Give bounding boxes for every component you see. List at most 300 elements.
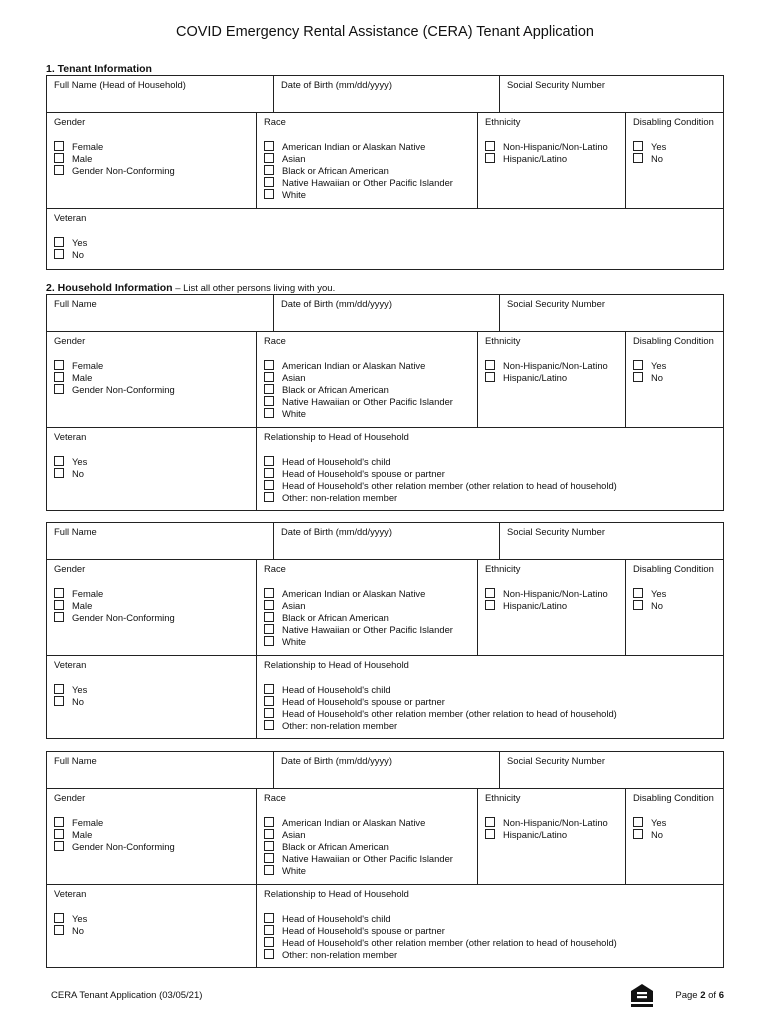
ethnicity-option[interactable] (485, 828, 625, 840)
checkbox[interactable] (264, 636, 274, 646)
veteran-row (47, 428, 723, 510)
gender-group (47, 332, 256, 427)
checkbox[interactable] (264, 865, 274, 875)
gender-options (54, 816, 256, 852)
relationship-option[interactable] (264, 707, 723, 719)
relationship-group-label: Relationship to Head of Household (264, 888, 409, 899)
gender-option[interactable] (54, 816, 256, 828)
checkbox[interactable] (264, 396, 274, 406)
checkbox[interactable] (54, 913, 64, 923)
equal-housing-logo (629, 983, 655, 1009)
checkbox[interactable] (485, 817, 495, 827)
option-label: Black or African American (282, 840, 389, 852)
yesno-option[interactable] (54, 912, 256, 924)
section-heading-text: 1. Tenant Information (46, 63, 152, 75)
identity-row (47, 76, 723, 113)
race-option[interactable] (264, 371, 477, 383)
option-label: White (282, 407, 306, 419)
full-name-field[interactable] (47, 76, 273, 112)
disabling-condition-group-label: Disabling Condition (633, 792, 714, 803)
race-option[interactable] (264, 140, 477, 152)
option-label: No (72, 924, 84, 936)
checkbox[interactable] (264, 588, 274, 598)
ethnicity-group (477, 560, 625, 655)
race-option[interactable] (264, 152, 477, 164)
date-of-birth-field[interactable] (273, 523, 499, 559)
option-label: Female (72, 359, 104, 371)
checkbox[interactable] (54, 841, 64, 851)
yesno-options (633, 140, 723, 164)
option-label: Black or African American (282, 164, 389, 176)
ethnicity-option[interactable] (485, 152, 625, 164)
option-label: Other: non-relation member (282, 719, 398, 731)
yesno-option[interactable] (633, 599, 723, 611)
option-label: Native Hawaiian or Other Pacific Islander (282, 176, 453, 188)
option-label: No (72, 695, 84, 707)
race-option[interactable] (264, 816, 477, 828)
gender-option[interactable] (54, 840, 256, 852)
option-label: Head of Household's spouse or partner (282, 467, 445, 479)
checkbox[interactable] (485, 360, 495, 370)
checkbox[interactable] (264, 189, 274, 199)
disabling-condition-group (625, 332, 723, 427)
relationship-option[interactable] (264, 912, 723, 924)
full-name-field[interactable] (47, 295, 273, 331)
option-label: Male (72, 152, 93, 164)
yesno-options (54, 455, 256, 479)
checkbox[interactable] (264, 817, 274, 827)
option-label: Other: non-relation member (282, 948, 398, 960)
date-of-birth-field-label: Date of Birth (mm/dd/yyyy) (281, 755, 392, 766)
race-option[interactable] (264, 852, 477, 864)
relationship-option[interactable] (264, 491, 723, 503)
option-label: Native Hawaiian or Other Pacific Islander (282, 623, 453, 635)
checkbox[interactable] (264, 492, 274, 502)
option-label: Yes (72, 455, 88, 467)
ssn-field[interactable] (499, 295, 723, 331)
gender-group-label: Gender (54, 563, 86, 574)
checkbox[interactable] (54, 600, 64, 610)
option-label: Hispanic/Latino (503, 828, 568, 840)
option-label: Hispanic/Latino (503, 371, 568, 383)
gender-option[interactable] (54, 164, 256, 176)
checkbox[interactable] (264, 360, 274, 370)
checkbox[interactable] (264, 949, 274, 959)
ethnicity-option[interactable] (485, 587, 625, 599)
ethnicity-option[interactable] (485, 371, 625, 383)
date-of-birth-field[interactable] (273, 295, 499, 331)
veteran-group (47, 656, 256, 738)
gender-group (47, 560, 256, 655)
veteran-row (47, 209, 723, 269)
relationship-option[interactable] (264, 683, 723, 695)
checkbox[interactable] (633, 141, 643, 151)
option-label: Yes (72, 236, 88, 248)
household-member-form (46, 522, 724, 739)
veteran-row (47, 656, 723, 738)
option-label: Black or African American (282, 611, 389, 623)
section-heading-household (46, 282, 335, 294)
option-label: Non-Hispanic/Non-Latino (503, 587, 608, 599)
ethnicity-group-label: Ethnicity (485, 563, 521, 574)
race-option[interactable] (264, 840, 477, 852)
checkbox[interactable] (264, 612, 274, 622)
veteran-group (47, 885, 256, 967)
race-group (256, 789, 477, 884)
form-version: CERA Tenant Application (03/05/21) (51, 990, 203, 1001)
checkbox[interactable] (264, 853, 274, 863)
option-label: Hispanic/Latino (503, 599, 568, 611)
checkbox[interactable] (54, 817, 64, 827)
option-label: White (282, 864, 306, 876)
yesno-option[interactable] (633, 152, 723, 164)
race-option[interactable] (264, 599, 477, 611)
option-label: Male (72, 371, 93, 383)
option-label: Yes (72, 912, 88, 924)
ssn-field[interactable] (499, 76, 723, 112)
page-title: COVID Emergency Rental Assistance (CERA) Tenant Application (175, 24, 594, 40)
option-label: Yes (72, 683, 88, 695)
option-label: Gender Non-Conforming (72, 611, 175, 623)
ssn-field-label: Social Security Number (507, 79, 605, 90)
race-group (256, 332, 477, 427)
date-of-birth-field-label: Date of Birth (mm/dd/yyyy) (281, 526, 392, 537)
ethnicity-group-label: Ethnicity (485, 792, 521, 803)
checkbox[interactable] (264, 624, 274, 634)
ethnicity-options (485, 587, 625, 611)
checkbox[interactable] (485, 153, 495, 163)
option-label: Asian (282, 371, 306, 383)
ethnicity-option[interactable] (485, 140, 625, 152)
household-member-form (46, 294, 724, 511)
checkbox[interactable] (264, 684, 274, 694)
option-label: Black or African American (282, 383, 389, 395)
yesno-options (54, 236, 723, 260)
yesno-option[interactable] (633, 371, 723, 383)
checkbox[interactable] (264, 165, 274, 175)
checkbox[interactable] (264, 372, 274, 382)
race-option[interactable] (264, 587, 477, 599)
identity-row (47, 523, 723, 560)
yesno-option[interactable] (54, 695, 256, 707)
option-label: Native Hawaiian or Other Pacific Islander (282, 395, 453, 407)
option-label: Asian (282, 828, 306, 840)
checkbox[interactable] (633, 360, 643, 370)
checkbox[interactable] (54, 237, 64, 247)
option-label: Yes (651, 816, 667, 828)
gender-option[interactable] (54, 599, 256, 611)
option-label: White (282, 635, 306, 647)
disabling-condition-group-label: Disabling Condition (633, 335, 714, 346)
race-group (256, 113, 477, 208)
gender-option[interactable] (54, 152, 256, 164)
race-option[interactable] (264, 188, 477, 200)
veteran-group-label: Veteran (54, 212, 87, 223)
relationship-option[interactable] (264, 924, 723, 936)
option-label: Yes (651, 359, 667, 371)
checkbox[interactable] (264, 468, 274, 478)
race-group-label: Race (264, 335, 286, 346)
gender-group (47, 113, 256, 208)
relationship-option[interactable] (264, 479, 723, 491)
ssn-field[interactable] (499, 523, 723, 559)
checkbox[interactable] (264, 480, 274, 490)
race-option[interactable] (264, 407, 477, 419)
race-option[interactable] (264, 383, 477, 395)
checkbox[interactable] (264, 720, 274, 730)
option-label: Asian (282, 599, 306, 611)
page-indicator: Page 2 of 6 (675, 990, 724, 1001)
option-label: Asian (282, 152, 306, 164)
ethnicity-options (485, 140, 625, 164)
option-label: Gender Non-Conforming (72, 383, 175, 395)
relationship-option[interactable] (264, 719, 723, 731)
option-label: American Indian or Alaskan Native (282, 140, 426, 152)
option-label: Native Hawaiian or Other Pacific Islander (282, 852, 453, 864)
checkbox[interactable] (54, 925, 64, 935)
yesno-option[interactable] (633, 587, 723, 599)
full-name-field[interactable] (47, 752, 273, 788)
relationship-options (264, 455, 723, 503)
date-of-birth-field[interactable] (273, 752, 499, 788)
checkbox[interactable] (264, 925, 274, 935)
option-label: Yes (651, 587, 667, 599)
option-label: No (651, 152, 663, 164)
checkbox[interactable] (54, 384, 64, 394)
option-label: American Indian or Alaskan Native (282, 359, 426, 371)
checkbox[interactable] (485, 588, 495, 598)
checkbox[interactable] (485, 600, 495, 610)
relationship-group (256, 428, 723, 510)
race-option[interactable] (264, 176, 477, 188)
ethnicity-options (485, 816, 625, 840)
checkbox[interactable] (264, 600, 274, 610)
veteran-group (47, 428, 256, 510)
checkbox[interactable] (633, 600, 643, 610)
checkbox[interactable] (485, 829, 495, 839)
veteran-group-label: Veteran (54, 431, 87, 442)
option-label: No (651, 828, 663, 840)
full-name-field-label: Full Name (54, 526, 97, 537)
relationship-group-label: Relationship to Head of Household (264, 659, 409, 670)
yesno-option[interactable] (633, 816, 723, 828)
demographics-row (47, 332, 723, 428)
checkbox[interactable] (54, 829, 64, 839)
option-label: Female (72, 816, 104, 828)
yesno-option[interactable] (54, 236, 723, 248)
checkbox[interactable] (485, 141, 495, 151)
gender-group-label: Gender (54, 335, 86, 346)
checkbox[interactable] (264, 456, 274, 466)
checkbox[interactable] (54, 360, 64, 370)
relationship-option[interactable] (264, 936, 723, 948)
yesno-option[interactable] (54, 248, 723, 260)
demographics-row (47, 789, 723, 885)
checkbox[interactable] (264, 141, 274, 151)
ssn-field-label: Social Security Number (507, 755, 605, 766)
relationship-option[interactable] (264, 695, 723, 707)
option-label: Head of Household's child (282, 683, 391, 695)
checkbox[interactable] (633, 588, 643, 598)
option-label: Gender Non-Conforming (72, 840, 175, 852)
veteran-row (47, 885, 723, 967)
option-label: Head of Household's spouse or partner (282, 924, 445, 936)
option-label: Non-Hispanic/Non-Latino (503, 140, 608, 152)
checkbox[interactable] (54, 165, 64, 175)
ethnicity-options (485, 359, 625, 383)
ethnicity-option[interactable] (485, 816, 625, 828)
ethnicity-group (477, 789, 625, 884)
yesno-options (54, 683, 256, 707)
race-options (264, 587, 477, 647)
race-group-label: Race (264, 792, 286, 803)
household-member-form (46, 751, 724, 968)
option-label: Head of Household's other relation member (other relation to head of household) (282, 707, 617, 719)
checkbox[interactable] (633, 817, 643, 827)
race-option[interactable] (264, 623, 477, 635)
option-label: Non-Hispanic/Non-Latino (503, 816, 608, 828)
gender-option[interactable] (54, 359, 256, 371)
option-label: No (72, 248, 84, 260)
demographics-row (47, 113, 723, 209)
date-of-birth-field-label: Date of Birth (mm/dd/yyyy) (281, 298, 392, 309)
race-option[interactable] (264, 164, 477, 176)
yesno-option[interactable] (54, 683, 256, 695)
option-label: Other: non-relation member (282, 491, 398, 503)
gender-option[interactable] (54, 828, 256, 840)
race-option[interactable] (264, 611, 477, 623)
checkbox[interactable] (264, 829, 274, 839)
ethnicity-group (477, 332, 625, 427)
checkbox[interactable] (264, 408, 274, 418)
relationship-option[interactable] (264, 455, 723, 467)
disabling-condition-group-label: Disabling Condition (633, 563, 714, 574)
option-label: Head of Household's other relation member (other relation to head of household) (282, 936, 617, 948)
full-name-field[interactable] (47, 523, 273, 559)
checkbox[interactable] (264, 937, 274, 947)
gender-option[interactable] (54, 371, 256, 383)
checkbox[interactable] (54, 141, 64, 151)
yesno-option[interactable] (54, 924, 256, 936)
ethnicity-option[interactable] (485, 599, 625, 611)
race-option[interactable] (264, 828, 477, 840)
date-of-birth-field-label: Date of Birth (mm/dd/yyyy) (281, 79, 392, 90)
race-option[interactable] (264, 864, 477, 876)
race-option[interactable] (264, 635, 477, 647)
option-label: Head of Household's child (282, 912, 391, 924)
ethnicity-group-label: Ethnicity (485, 116, 521, 127)
yesno-option[interactable] (54, 467, 256, 479)
gender-option[interactable] (54, 140, 256, 152)
full-name-field-label: Full Name (Head of Household) (54, 79, 186, 90)
yesno-options (633, 587, 723, 611)
option-label: Female (72, 140, 104, 152)
ssn-field-label: Social Security Number (507, 298, 605, 309)
section-note: – List all other persons living with you. (172, 283, 336, 294)
race-group-label: Race (264, 116, 286, 127)
checkbox[interactable] (264, 708, 274, 718)
checkbox[interactable] (54, 153, 64, 163)
gender-option[interactable] (54, 611, 256, 623)
gender-option[interactable] (54, 383, 256, 395)
veteran-group-label: Veteran (54, 659, 87, 670)
race-options (264, 359, 477, 419)
checkbox[interactable] (633, 153, 643, 163)
checkbox[interactable] (54, 468, 64, 478)
checkbox[interactable] (54, 372, 64, 382)
relationship-options (264, 683, 723, 731)
race-options (264, 816, 477, 876)
veteran-group-label: Veteran (54, 888, 87, 899)
checkbox[interactable] (264, 177, 274, 187)
checkbox[interactable] (264, 696, 274, 706)
checkbox[interactable] (264, 841, 274, 851)
checkbox[interactable] (54, 696, 64, 706)
checkbox[interactable] (485, 372, 495, 382)
checkbox[interactable] (264, 384, 274, 394)
gender-options (54, 359, 256, 395)
ssn-field[interactable] (499, 752, 723, 788)
gender-options (54, 140, 256, 176)
checkbox[interactable] (54, 249, 64, 259)
ethnicity-option[interactable] (485, 359, 625, 371)
checkbox[interactable] (54, 456, 64, 466)
gender-option[interactable] (54, 587, 256, 599)
option-label: Head of Household's child (282, 455, 391, 467)
yesno-options (633, 359, 723, 383)
checkbox[interactable] (264, 153, 274, 163)
checkbox[interactable] (54, 588, 64, 598)
relationship-option[interactable] (264, 467, 723, 479)
race-options (264, 140, 477, 200)
gender-group-label: Gender (54, 792, 86, 803)
checkbox[interactable] (264, 913, 274, 923)
gender-group-label: Gender (54, 116, 86, 127)
option-label: Non-Hispanic/Non-Latino (503, 359, 608, 371)
yesno-option[interactable] (633, 828, 723, 840)
checkbox[interactable] (633, 372, 643, 382)
yesno-option[interactable] (54, 455, 256, 467)
date-of-birth-field[interactable] (273, 76, 499, 112)
identity-row (47, 295, 723, 332)
option-label: No (72, 467, 84, 479)
relationship-group (256, 885, 723, 967)
checkbox[interactable] (633, 829, 643, 839)
relationship-group-label: Relationship to Head of Household (264, 431, 409, 442)
race-option[interactable] (264, 395, 477, 407)
relationship-option[interactable] (264, 948, 723, 960)
relationship-options (264, 912, 723, 960)
disabling-condition-group (625, 789, 723, 884)
disabling-condition-group-label: Disabling Condition (633, 116, 714, 127)
checkbox[interactable] (54, 612, 64, 622)
ssn-field-label: Social Security Number (507, 526, 605, 537)
yesno-option[interactable] (633, 140, 723, 152)
demographics-row (47, 560, 723, 656)
option-label: Hispanic/Latino (503, 152, 568, 164)
option-label: Male (72, 828, 93, 840)
option-label: Head of Household's spouse or partner (282, 695, 445, 707)
option-label: Female (72, 587, 104, 599)
race-option[interactable] (264, 359, 477, 371)
yesno-option[interactable] (633, 359, 723, 371)
option-label: American Indian or Alaskan Native (282, 816, 426, 828)
section-heading-text: 2. Household Information (46, 282, 173, 294)
checkbox[interactable] (54, 684, 64, 694)
yesno-options (54, 912, 256, 936)
option-label: Yes (651, 140, 667, 152)
ethnicity-group-label: Ethnicity (485, 335, 521, 346)
